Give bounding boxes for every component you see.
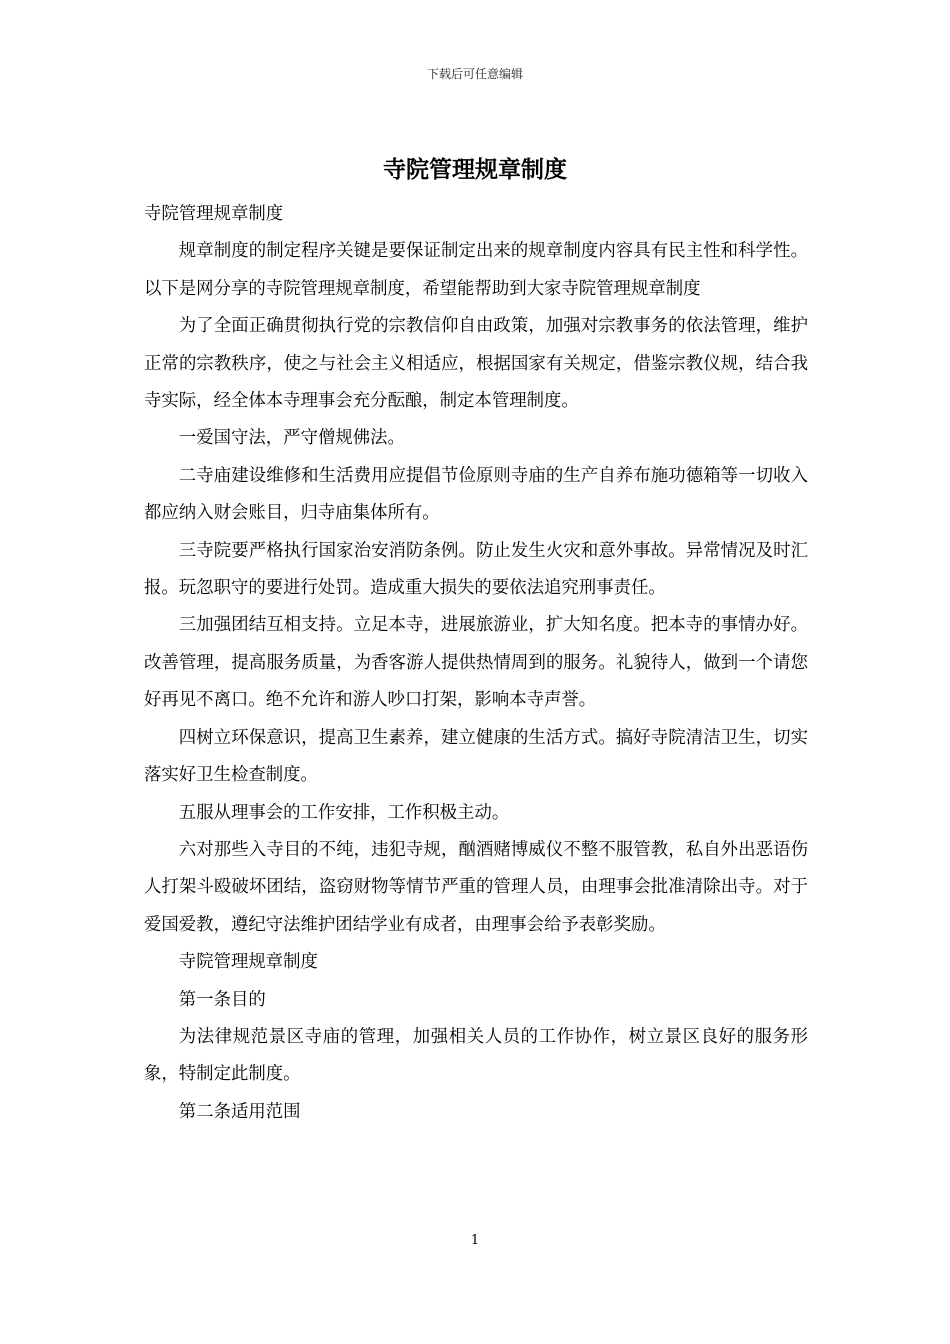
paragraph: 一爱国守法，严守僧规佛法。 (178, 428, 405, 449)
paragraph: 第一条目的 (178, 989, 266, 1010)
paragraph: 寺院管理规章制度 (178, 952, 318, 973)
page-number: 1 (470, 1233, 480, 1248)
paragraph: 第二条适用范围 (178, 1101, 301, 1122)
document-title: 寺院管理规章制度 (383, 156, 567, 183)
paragraph: 为了全面正确贯彻执行党的宗教信仰自由政策，加强对宗教事务的依法管理，维护正常的宗教秩序，使之与社会主义相适应，根据国家有关规定，借鉴宗教仪规，结合我寺实际，经全体本寺理事会充分酝酿，制定本管理制度。 (144, 316, 808, 412)
document-body (144, 196, 808, 1131)
paragraph: 三加强团结互相支持。立足本寺，进展旅游业，扩大知名度。把本寺的事情办好。改善管理，提高服务质量，为香客游人提供热情周到的服务。礼貌待人，做到一个请您好再见不离口。绝不允许和游人吵口打架，影响本寺声誉。 (144, 615, 808, 711)
paragraph: 规章制度的制定程序关键是要保证制定出来的规章制度内容具有民主性和科学性。以下是网分享的寺院管理规章制度，希望能帮助到大家寺院管理规章制度 (144, 241, 808, 299)
paragraph: 五服从理事会的工作安排，工作积极主动。 (178, 802, 510, 823)
paragraph: 为法律规范景区寺庙的管理，加强相关人员的工作协作，树立景区良好的服务形象，特制定此制度。 (144, 1026, 808, 1085)
paragraph: 三寺院要严格执行国家治安消防条例。防止发生火灾和意外事故。异常情况及时汇报。玩忽职守的要进行处罚。造成重大损失的要依法追究刑事责任。 (144, 540, 808, 599)
paragraph: 六对那些入寺目的不纯，违犯寺规，酗酒赌博威仪不整不服管教，私自外出恶语伤人打架斗殴破坏团结，盗窃财物等情节严重的管理人员，由理事会批准清除出寺。对于爱国爱教，遵纪守法维护团结学业有成者，由理事会给予表彰奖励。 (144, 839, 808, 935)
paragraph: 寺院管理规章制度 (144, 204, 284, 224)
paragraph: 二寺庙建设维修和生活费用应提倡节俭原则寺庙的生产自养布施功德箱等一切收入都应纳入财会账目，归寺庙集体所有。 (144, 465, 808, 524)
header-note: 下载后可任意编辑 (426, 67, 523, 81)
paragraph: 四树立环保意识，提高卫生素养，建立健康的生活方式。搞好寺院清洁卫生，切实落实好卫生检查制度。 (144, 727, 808, 786)
